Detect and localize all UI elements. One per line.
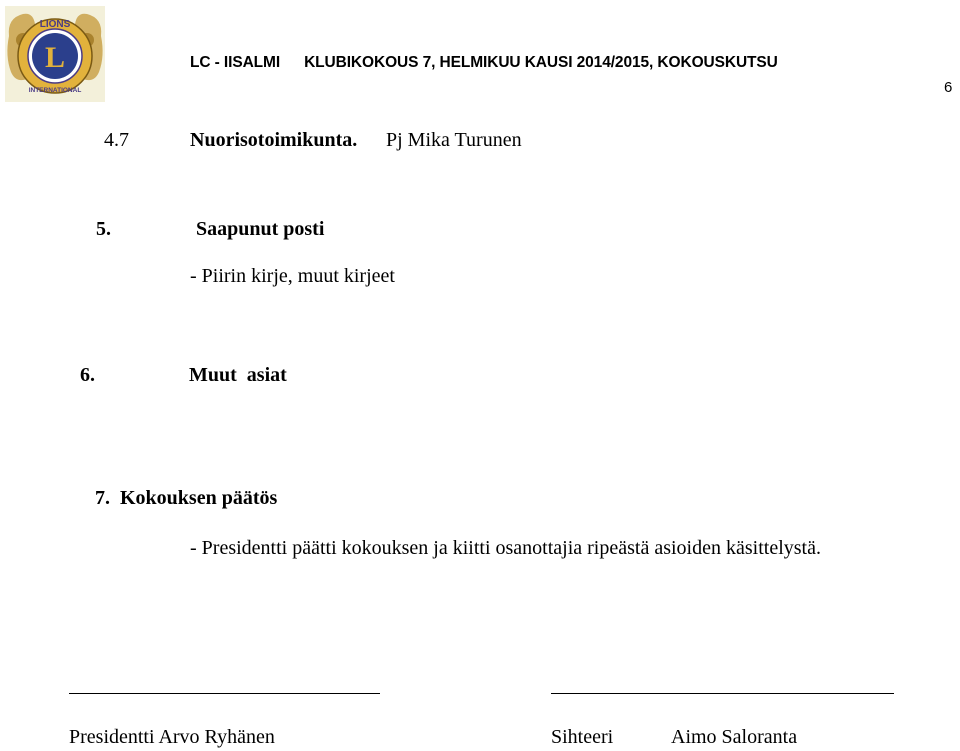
section-5-item: - Piirin kirje, muut kirjeet [190,265,395,287]
document-header [190,54,778,72]
section-7-heading: 7. Kokouksen päätös [95,487,278,509]
lions-emblem-icon [5,6,105,102]
secretary-name-label: Aimo Saloranta [671,726,798,748]
page-number: 6 [944,79,953,96]
svg-text:LIONS: LIONS [39,19,71,30]
meeting-title: KLUBIKOKOUS 7, HELMIKUU KAUSI 2014/2015, KOKOUSKUTSU [304,54,778,71]
club-name: LC - IISALMI [190,54,281,71]
section-4-7-number: 4.7 [104,129,129,151]
section-6-title: Muut asiat [189,364,287,386]
president-signature-label: Presidentti Arvo Ryhänen [69,726,275,748]
svg-text:L: L [44,41,66,74]
section-5-number: 5. [96,218,111,240]
secretary-role-label: Sihteeri [551,726,614,748]
section-4-7-chair: Pj Mika Turunen [386,129,522,151]
section-7-item: - Presidentti päätti kokouksen ja kiitti osanottajia ripeästä asioiden käsittelystä. [190,537,821,559]
section-5-title: Saapunut posti [196,218,325,240]
svg-text:INTERNATIONAL: INTERNATIONAL [28,87,82,94]
signature-line-right [551,693,894,694]
signature-line-left [69,693,380,694]
lions-logo [5,6,105,102]
section-4-7-title: Nuorisotoimikunta. [190,129,358,151]
section-6-number: 6. [80,364,95,386]
